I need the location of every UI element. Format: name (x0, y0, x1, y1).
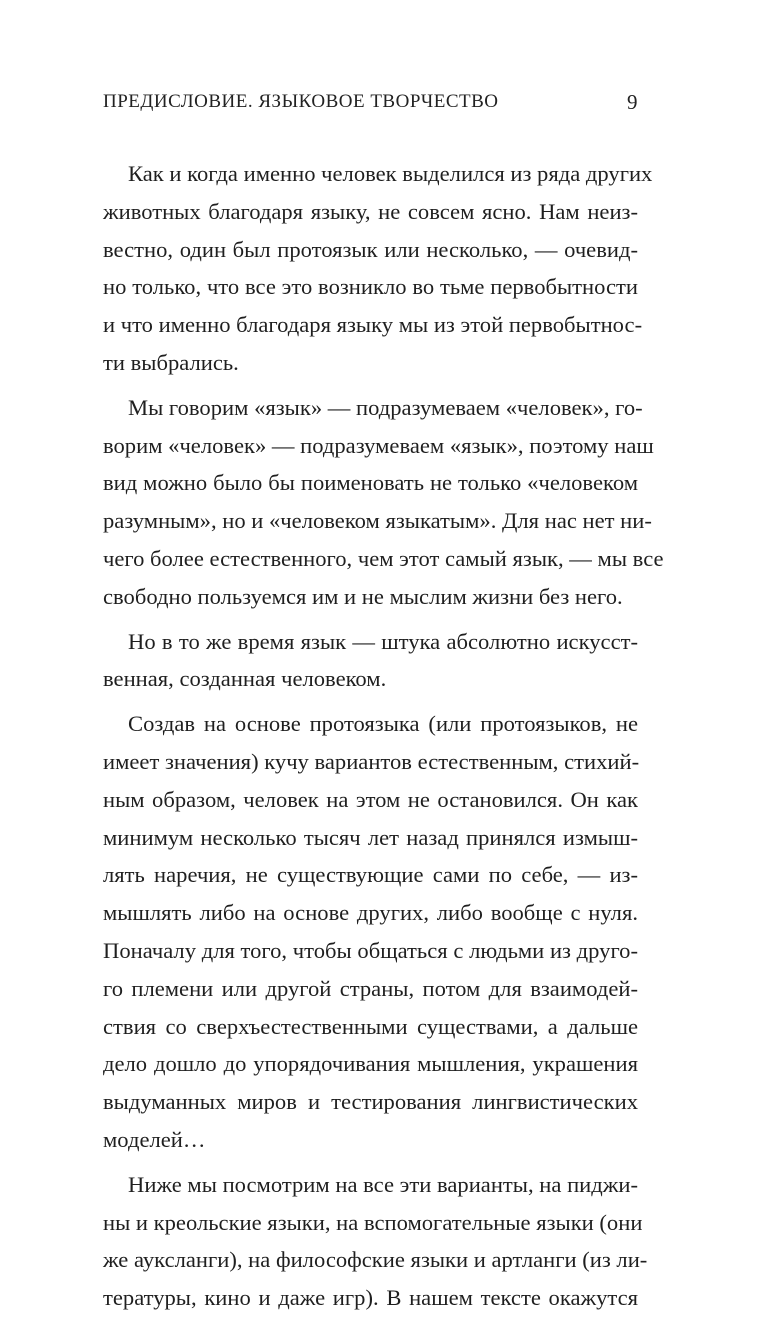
text-line: вид можно было бы поименовать не только «человеком (103, 470, 638, 496)
text-line: ны и креольские языки, на вспомогательные языки (они (103, 1209, 643, 1235)
text-line: моделей… (103, 1126, 206, 1152)
text-line: Но в то же время язык — штука абсолютно искусст- (128, 628, 638, 654)
text-line: Мы говорим «язык» — подразумеваем «человек», го- (128, 394, 643, 420)
paragraph (103, 1166, 648, 1317)
text-line: и что именно благодаря языку мы из этой первобытнос- (103, 312, 643, 338)
text-line: выдуманных миров и тестирования лингвистических (103, 1089, 638, 1115)
text-line: ворим «человек» — подразумеваем «язык», поэтому наш (103, 432, 654, 458)
paragraph (103, 705, 638, 1159)
text-line: Как и когда именно человек выделился из ряда других (128, 161, 653, 186)
text-line: животных благодаря языку, не совсем ясно. Нам неиз- (103, 198, 638, 224)
paragraph (103, 389, 664, 616)
text-line: дело дошло до упорядочивания мышления, украшения (103, 1051, 638, 1077)
text-line: ным образом, человек на этом не остановился. Он как (103, 786, 638, 812)
text-line: тературы, кино и даже игр). В нашем тексте окажутся (103, 1285, 638, 1311)
text-line: го племени или другой страны, потом для взаимодей- (103, 975, 638, 1001)
text-line: но только, что все это возникло во тьме первобытности (103, 274, 638, 300)
text-line: ствия со сверхъестественными существами, а дальше (103, 1013, 638, 1039)
text-line: разумным», но и «человеком языкатым». Для нас нет ни- (103, 508, 652, 534)
text-line: чего более естественного, чем этот самый язык, — мы все (103, 545, 664, 571)
running-header: ПРЕДИСЛОВИЕ. ЯЗЫКОВОЕ ТВОРЧЕСТВО (103, 91, 499, 112)
text-line: имеет значения) кучу вариантов естественным, стихий- (103, 748, 640, 774)
text-line: венная, созданная человеком. (103, 666, 387, 692)
text-line: Создав на основе протоязыка (или протоязыков, не (128, 711, 638, 737)
text-line: Поначалу для того, чтобы общаться с людьми из друго- (103, 937, 638, 963)
text-line: Ниже мы посмотрим на все эти варианты, на пиджи- (128, 1171, 638, 1197)
text-line: мышлять либо на основе других, либо вообще с нуля. (103, 900, 638, 926)
text-line: же ауксланги), на философские языки и артланги (из ли- (103, 1247, 648, 1273)
paragraph (103, 155, 653, 382)
text-line: вестно, один был протоязык или несколько, — очевид- (103, 236, 638, 262)
paragraph (103, 623, 638, 699)
body-text (103, 155, 664, 1317)
text-line: лять наречия, не существующие сами по себе, — из- (103, 862, 638, 888)
text-line: минимум несколько тысяч лет назад принялся измыш- (103, 824, 638, 850)
page-number: 9 (627, 90, 638, 114)
text-line: свободно пользуемся им и не мыслим жизни без него. (103, 583, 623, 609)
text-line: ти выбрались. (103, 349, 239, 375)
